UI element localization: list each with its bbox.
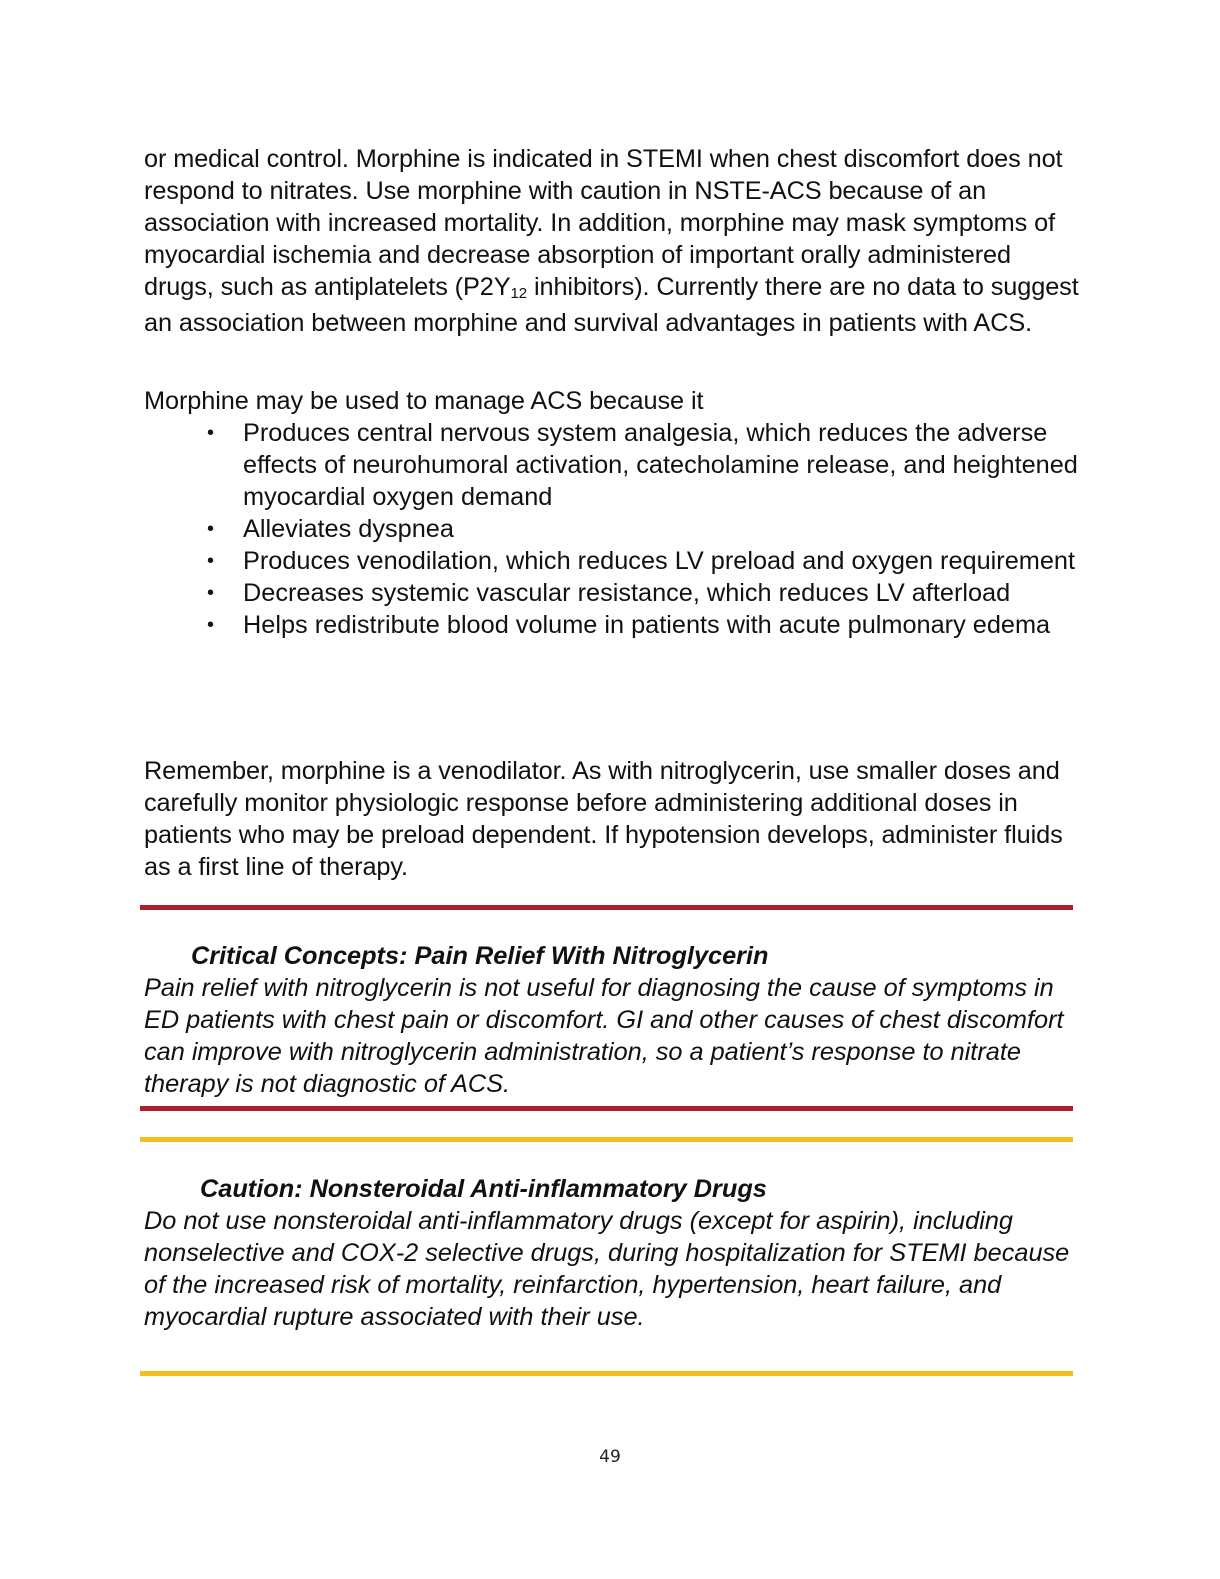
remember-paragraph: Remember, morphine is a venodilator. As with nitroglycerin, use smaller doses and carefully monitor physiologic response before administering additional doses in patients who may be preload dependent. If hypotension develops, administer fluids as a first line of therapy. (144, 757, 1063, 881)
list-item (144, 545, 1084, 577)
caution-bottom-rule (140, 1371, 1073, 1376)
list-item (144, 577, 1084, 609)
list-item-text: Decreases systemic vascular resistance, which reduces LV afterload (243, 579, 1011, 607)
list-item-text: Helps redistribute blood volume in patients with acute pulmonary edema (243, 611, 1051, 639)
intro-text-tail: inhibitors). Currently there are no data to suggest an association between morphine and survival advantages in patients with ACS. (144, 273, 1079, 337)
caution-title: Caution: Nonsteroidal Anti-inflammatory Drugs (200, 1175, 767, 1203)
bullet-icon: • (207, 518, 215, 540)
bullet-icon: • (207, 550, 215, 572)
p2y12-subscript: 12 (510, 285, 528, 302)
critical-concepts-top-rule (140, 905, 1073, 910)
caution-top-rule (140, 1137, 1073, 1142)
intro-paragraph (144, 143, 1084, 339)
bullet-icon: • (207, 422, 215, 444)
caution-text: Do not use nonsteroidal anti-inflammatory drugs (except for aspirin), including nonselective and COX-2 selective drugs, during hospitalization for STEMI because of the increased risk of mortality, reinfarction, hypertension, heart failure, and myocardial rupture associated with their use. (144, 1207, 1070, 1331)
critical-concepts-title: Critical Concepts: Pain Relief With Nitroglycerin (191, 942, 769, 970)
morphine-benefits-list (144, 417, 1084, 641)
list-item (144, 513, 1084, 545)
bullet-icon: • (207, 614, 215, 636)
list-lead-text: Morphine may be used to manage ACS because it (144, 387, 704, 415)
list-item-text: Alleviates dyspnea (243, 515, 454, 543)
list-item-text: Produces central nervous system analgesia, which reduces the adverse effects of neurohumoral activation, catecholamine release, and heightened myocardial oxygen demand (243, 419, 1078, 511)
list-item (144, 417, 1084, 513)
list-item-text: Produces venodilation, which reduces LV preload and oxygen requirement (243, 547, 1076, 575)
bullet-icon: • (207, 582, 215, 604)
page-number: 49 (599, 1447, 621, 1467)
critical-concepts-bottom-rule (140, 1106, 1073, 1111)
intro-text: or medical control. Morphine is indicated in STEMI when chest discomfort does not respond to nitrates. Use morphine with caution in NSTE-ACS because of an association with increased mortality. In addition, morphine may mask symptoms of myocardial ischemia and decrease absorption of important orally administered drugs, such as antiplatelets (P2Y (144, 145, 1063, 301)
critical-concepts-text: Pain relief with nitroglycerin is not useful for diagnosing the cause of symptoms in ED patients with chest pain or discomfort. GI and other causes of chest discomfort can improve with nitroglycerin administration, so a patient’s response to nitrate therapy is not diagnostic of ACS. (144, 974, 1064, 1098)
list-item (144, 609, 1084, 641)
